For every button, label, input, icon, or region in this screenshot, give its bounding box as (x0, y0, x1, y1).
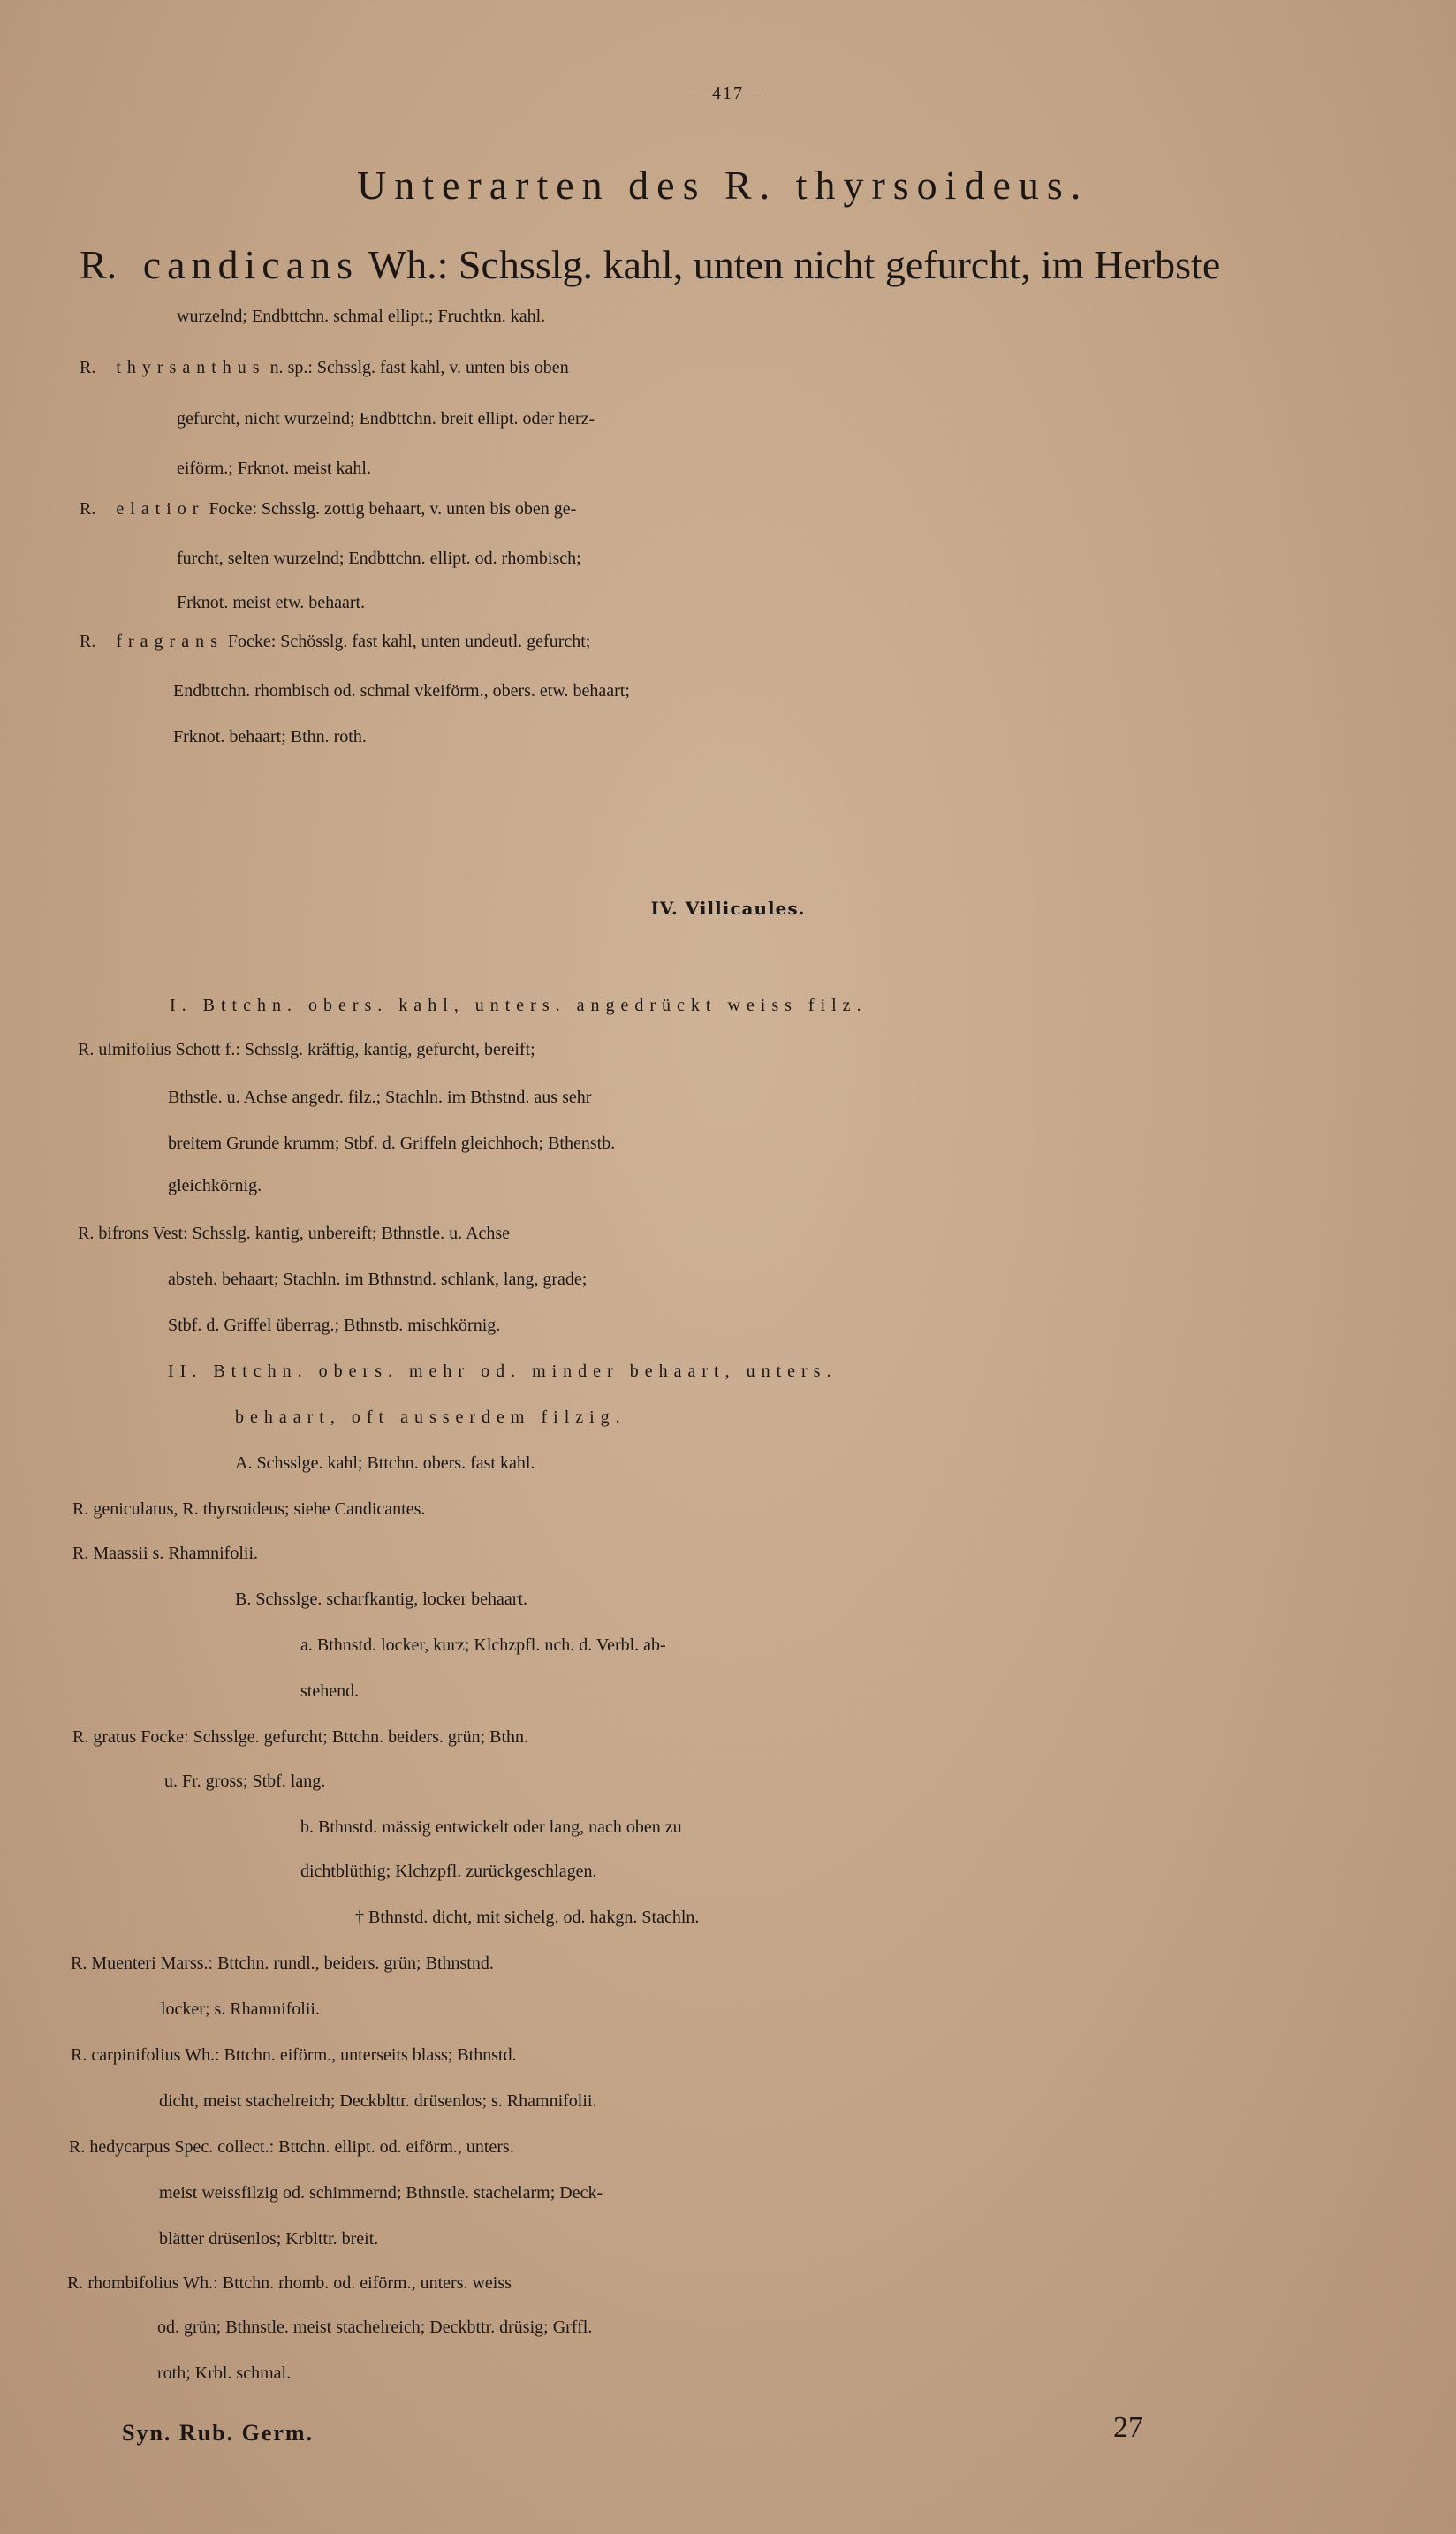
taxon-name: candicans (142, 242, 360, 287)
entry-line: Stbf. d. Griffel überrag.; Bthnstb. mischkörnig. (168, 1316, 501, 1335)
key-heading: b. Bthnstd. mässig entwickelt oder lang, nach oben zu (300, 1817, 682, 1837)
entry-line: R. rhombifolius Wh.: Bttchn. rhomb. od. eiförm., unters. weiss (67, 2273, 512, 2293)
key-heading: a. Bthnstd. locker, kurz; Klchzpfl. nch. d. Verbl. ab- (300, 1635, 666, 1655)
entry-line: Bthstle. u. Achse angedr. filz.; Stachln. im Bthstnd. aus sehr (168, 1088, 592, 1107)
entry-line: od. grün; Bthnstle. meist stachelreich; Deckbttr. drüsig; Grffl. (157, 2318, 593, 2337)
key-heading: dichtblüthig; Klchzpfl. zurückgeschlagen. (300, 1862, 597, 1881)
entry-lead: R. (80, 242, 118, 287)
entry-line: meist weissfilzig od. schimmernd; Bthnstle. stachelarm; Deck- (159, 2183, 603, 2203)
footer-signature: Syn. Rub. Germ. (122, 2420, 315, 2446)
entry-line: roth; Krbl. schmal. (157, 2363, 292, 2383)
entry-text: Focke: Schsslg. zottig behaart, v. unten bis oben ge- (204, 499, 577, 519)
entry-line: breitem Grunde krumm; Stbf. d. Griffeln gleichhoch; Bthenstb. (168, 1134, 616, 1153)
entry-line: R. hedycarpus Spec. collect.: Bttchn. ellipt. od. eiförm., unters. (69, 2137, 514, 2157)
entry-line: R. bifrons Vest: Schsslg. kantig, unbereift; Bthnstle. u. Achse (78, 1224, 511, 1243)
taxon-name: fragrans (116, 632, 224, 651)
entry-line: u. Fr. gross; Stbf. lang. (164, 1772, 326, 1791)
footer-sheet-number: 27 (1113, 2411, 1143, 2444)
entry-line: R. ulmifolius Schott f.: Schsslg. kräftig, kantig, gefurcht, bereift; (78, 1040, 535, 1059)
entry-line (80, 343, 1456, 392)
entry-line: R. carpinifolius Wh.: Bttchn. eiförm., unterseits blass; Bthnstd. (71, 2045, 517, 2065)
key-heading: A. Schsslge. kahl; Bttchn. obers. fast kahl. (235, 1453, 535, 1473)
entry-line: gleichkörnig. (168, 1176, 262, 1195)
entry-line: Endbttchn. rhombisch od. schmal vkeiförm., obers. etw. behaart; (173, 681, 630, 701)
entry-line: dicht, meist stachelreich; Deckblttr. drüsenlos; s. Rhamnifolii. (159, 2091, 597, 2111)
entry-line: Frknot. meist etw. behaart. (177, 593, 366, 612)
entry-line (80, 617, 1456, 666)
section-title: Unterarten des R. thyrsoideus. (357, 163, 1089, 208)
key-heading: † Bthnstd. dicht, mit sichelg. od. hakgn. Stachln. (355, 1908, 700, 1927)
entry-text: n. sp.: Schsslg. fast kahl, v. unten bis oben (265, 358, 569, 377)
entry-line: gefurcht, nicht wurzelnd; Endbttchn. breit ellipt. oder herz- (177, 409, 595, 429)
entry-line: absteh. behaart; Stachln. im Bthnstnd. schlank, lang, grade; (168, 1270, 588, 1289)
entry-line: blätter drüsenlos; Krblttr. breit. (159, 2229, 379, 2249)
entry-text: Wh.: Schsslg. kahl, unten nicht gefurcht, im Herbste (359, 242, 1221, 287)
entry-line: wurzelnd; Endbttchn. schmal ellipt.; Fruchtkn. kahl. (177, 307, 546, 326)
entry-lead: R. (80, 499, 96, 519)
entry-line: R. Maassii s. Rhamnifolii. (72, 1544, 258, 1563)
entry-line: R. geniculatus, R. thyrsoideus; siehe Candicantes. (72, 1499, 426, 1519)
entry-line: furcht, selten wurzelnd; Endbttchn. ellipt. od. rhombisch; (177, 549, 581, 568)
entry-lead: R. (80, 632, 96, 651)
entry-line: R. gratus Focke: Schsslge. gefurcht; Bttchn. beiders. grün; Bthn. (72, 1727, 529, 1747)
entry-line: Frknot. behaart; Bthn. roth. (173, 727, 367, 747)
key-heading: II. Bttchn. obers. mehr od. minder behaart, unters. (168, 1362, 838, 1381)
section-heading: IV. Villicaules. (650, 898, 806, 919)
page-number: — 417 — (686, 84, 770, 103)
key-heading: behaart, oft ausserdem filzig. (235, 1407, 626, 1427)
taxon-name: thyrsanthus (116, 358, 266, 377)
entry-line (80, 484, 1456, 534)
entry-line (80, 240, 1387, 290)
entry-lead: R. (80, 358, 96, 377)
entry-text: Focke: Schösslg. fast kahl, unten undeutl. gefurcht; (223, 632, 591, 651)
entry-line: eiförm.; Frknot. meist kahl. (177, 459, 371, 478)
key-heading: I. Bttchn. obers. kahl, unters. angedrückt weiss filz. (170, 996, 868, 1015)
entry-line: R. Muenteri Marss.: Bttchn. rundl., beiders. grün; Bthnstnd. (71, 1954, 494, 1973)
entry-line: locker; s. Rhamnifolii. (161, 1999, 320, 2019)
key-heading: stehend. (300, 1681, 360, 1701)
taxon-name: elatior (116, 499, 205, 519)
key-heading: B. Schsslge. scharfkantig, locker behaart. (235, 1589, 528, 1609)
